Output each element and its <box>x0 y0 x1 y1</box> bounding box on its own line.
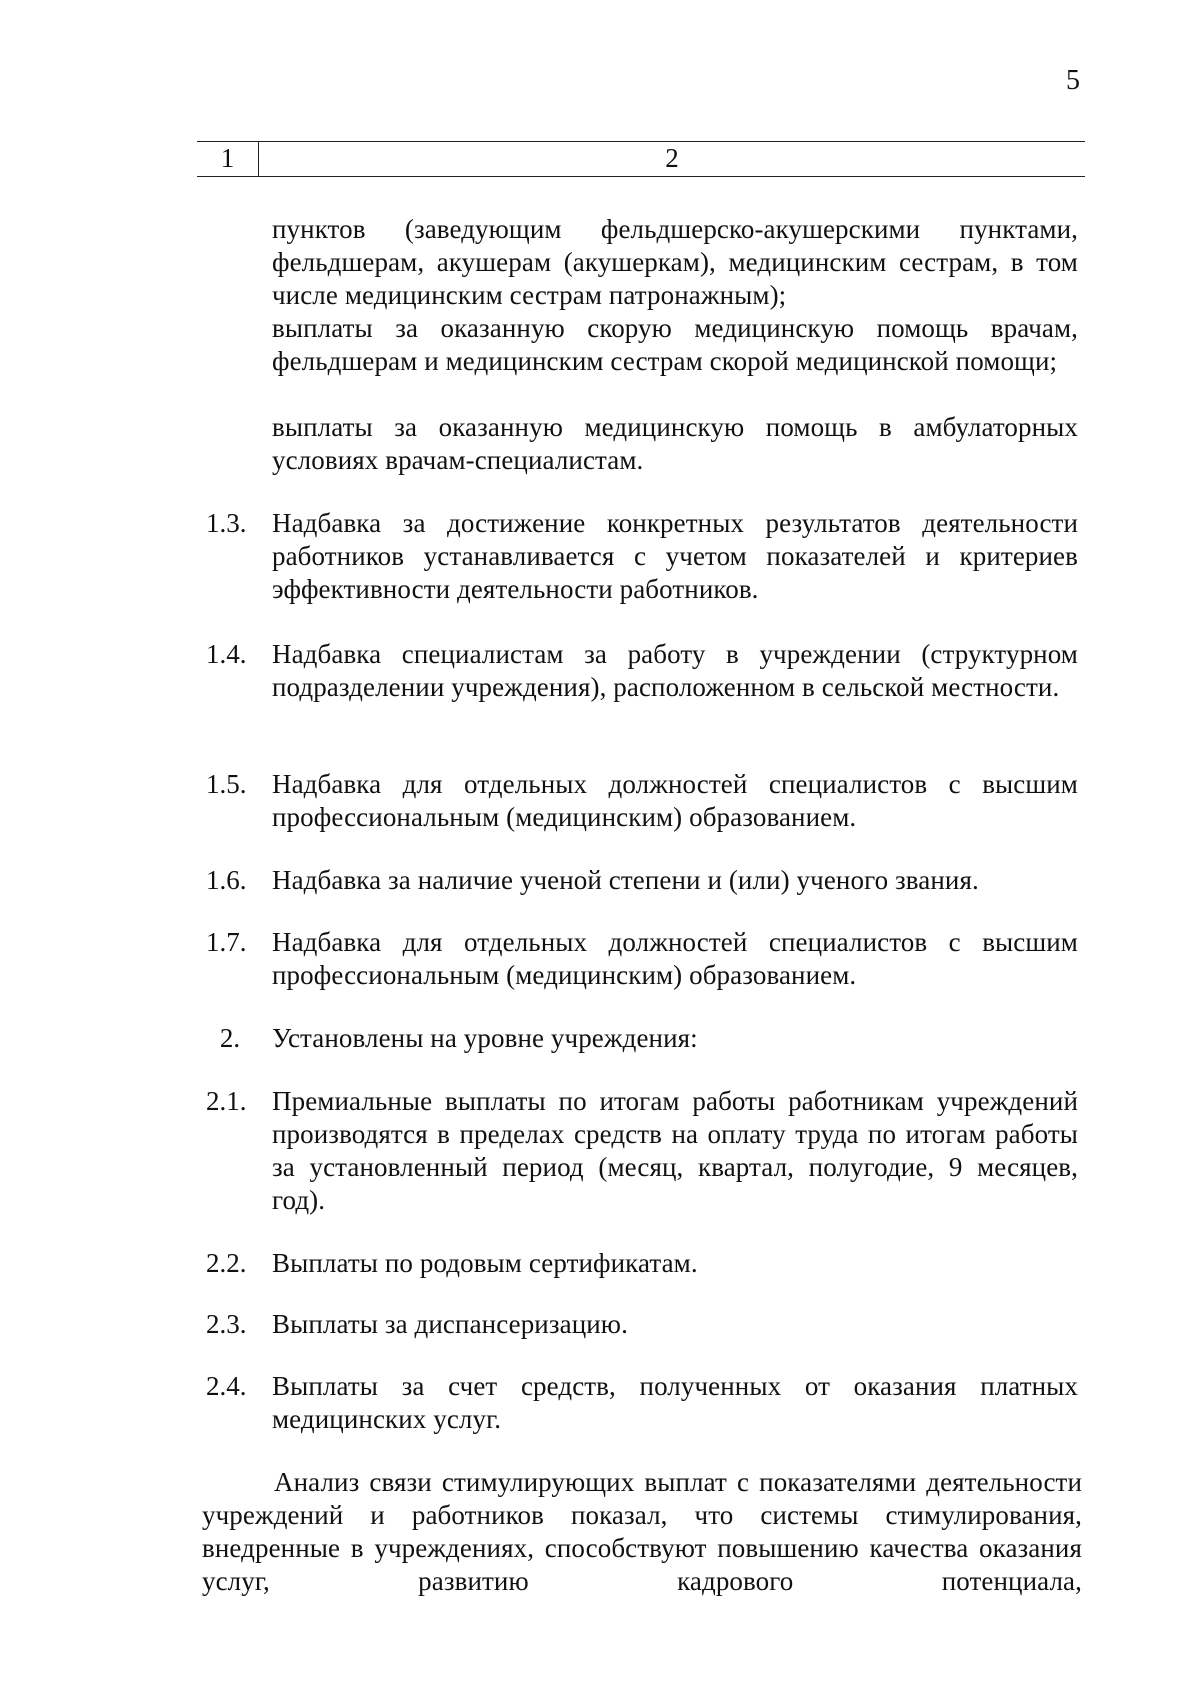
item-number: 1.5. <box>206 769 247 799</box>
item-text: Установлены на уровне учреждения: <box>272 1023 698 1053</box>
item-text: Премиальные выплаты по итогам работы работникам учреждений производятся в пределах средств на оплату труда по итогам работы за установленный период (месяц, квартал, полугодие, 9 месяцев, год). <box>272 1086 1078 1215</box>
table-header <box>197 141 1085 177</box>
item-number: 1.3. <box>206 508 247 538</box>
page-number: 5 <box>1066 65 1080 96</box>
item-number: 1.6. <box>206 865 247 895</box>
item-text: Надбавка для отдельных должностей специалистов с высшим профессиональным (медицинским) образованием. <box>272 769 1078 832</box>
item-number: 2.1. <box>206 1086 247 1116</box>
item-text: Выплаты по родовым сертификатам. <box>272 1248 698 1278</box>
item-number: 2.4. <box>206 1371 247 1401</box>
closing-paragraph: Анализ связи стимулирующих выплат с показателями деятельности учреждений и работников показал, что системы стимулирования, внедренные в учреждениях, способствуют повышению качества оказания услуг, развитию кадрового потенциала, <box>202 1467 1082 1596</box>
continuation-text-2: выплаты за оказанную скорую медицинскую помощь врачам, фельдшерам и медицинским сестрам скорой медицинской помощи; <box>272 313 1078 376</box>
closing-paragraph-block <box>202 1466 1082 1598</box>
item-number: 1.4. <box>206 639 247 669</box>
item-text: Выплаты за счет средств, полученных от оказания платных медицинских услуг. <box>272 1371 1078 1434</box>
item-number: 1.7. <box>206 927 247 957</box>
continuation-text-3: выплаты за оказанную медицинскую помощь в амбулаторных условиях врачам-специалистам. <box>272 412 1078 475</box>
item-text: Выплаты за диспансеризацию. <box>272 1309 628 1339</box>
table-header-col-2: 2 <box>665 143 679 173</box>
item-text: Надбавка за достижение конкретных результатов деятельности работников устанавливается с учетом показателей и критериев эффективности деятельности работников. <box>272 508 1078 604</box>
table-header-col-1: 1 <box>197 142 259 176</box>
continuation-text-1: пунктов (заведующим фельдшерско-акушерскими пунктами, фельдшерам, акушерам (акушеркам), медицинским сестрам, в том числе медицинским сестрам патронажным); <box>272 214 1078 310</box>
item-number: 2.3. <box>206 1309 247 1339</box>
item-number: 2.2. <box>206 1248 247 1278</box>
item-number: 2. <box>219 1023 241 1053</box>
item-text: Надбавка для отдельных должностей специалистов с высшим профессиональным (медицинским) образованием. <box>272 927 1078 990</box>
item-text: Надбавка за наличие ученой степени и (или) ученого звания. <box>272 865 979 895</box>
item-text: Надбавка специалистам за работу в учреждении (структурном подразделении учреждения), расположенном в сельской местности. <box>272 639 1078 702</box>
